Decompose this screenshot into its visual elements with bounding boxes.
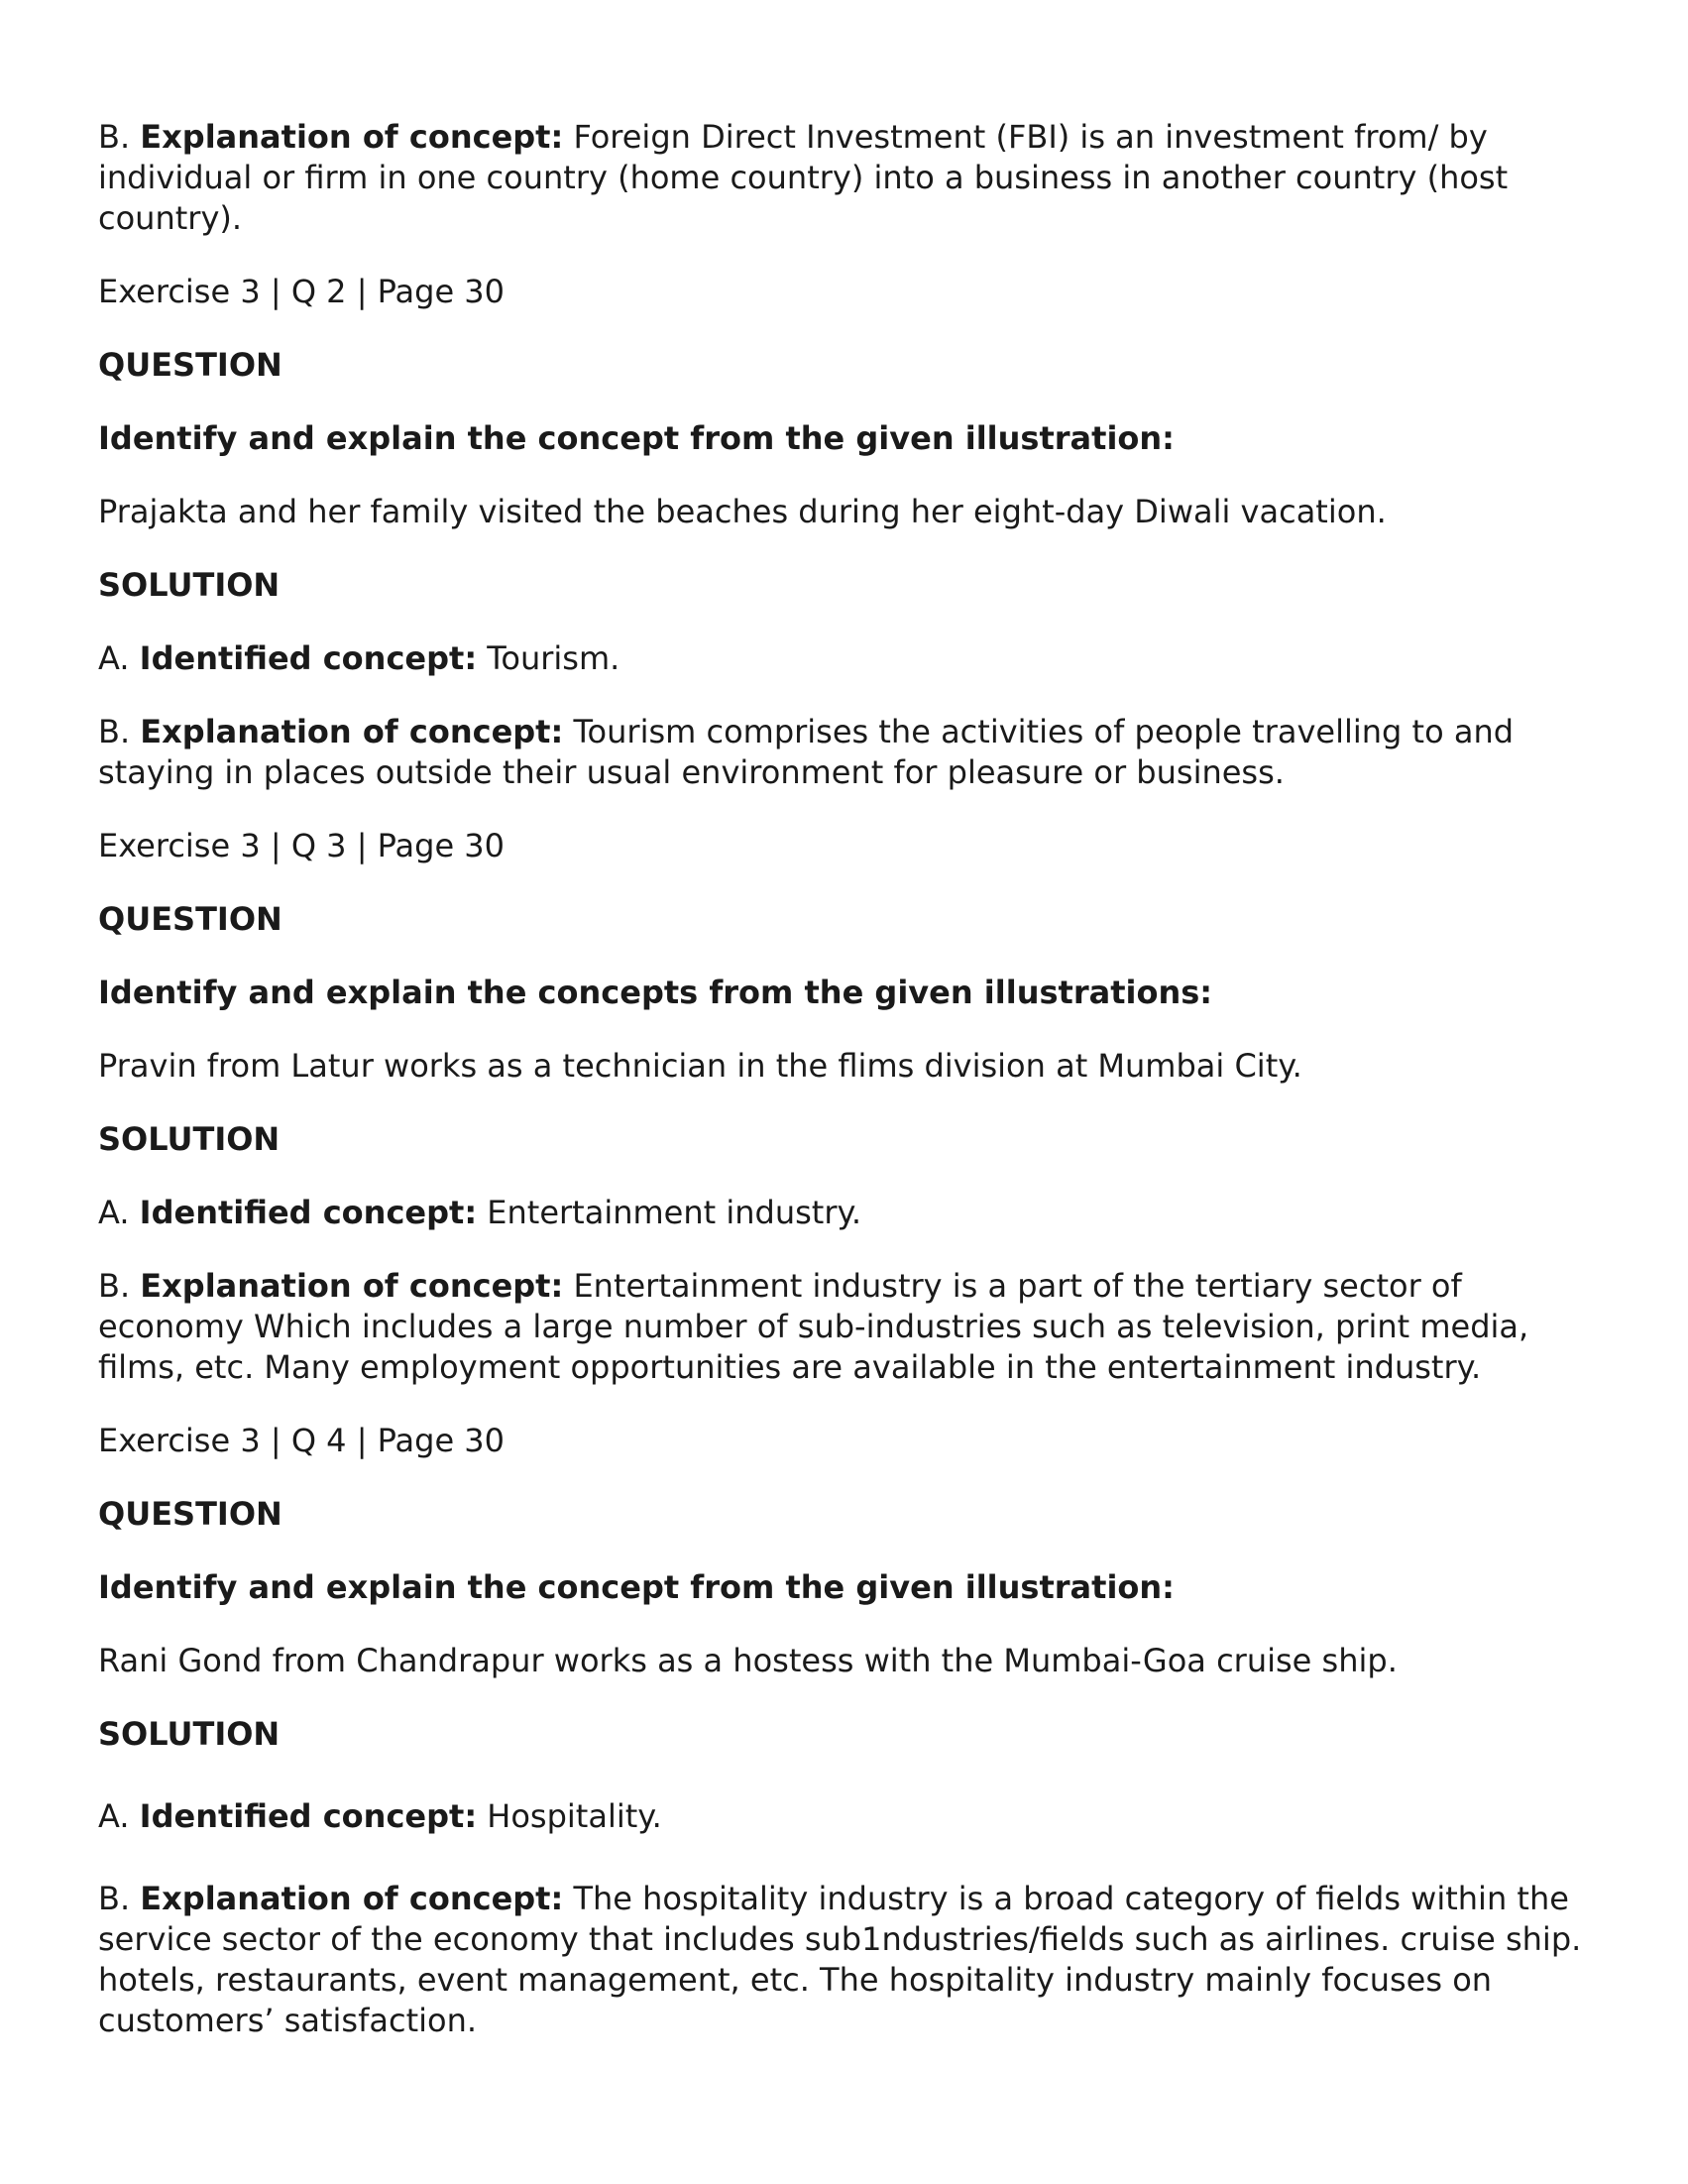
question-prompt: Identify and explain the concept from the given illustration: [98, 419, 1175, 457]
question-heading: QUESTION [98, 346, 282, 384]
item-prefix: B. [98, 713, 141, 750]
item-label: Identified concept: [139, 639, 478, 677]
item-label: Explanation of concept: [140, 713, 564, 750]
item-text: Foreign Direct Investment (FBI) is an investment from/ by individual or firm in one country (home country) into a business in another country (host country). [98, 118, 1509, 237]
illustration-text: Pravin from Latur works as a technician in the flims division at Mumbai City. [98, 1047, 1302, 1085]
identified-paragraph [98, 638, 1605, 679]
item-label: Explanation of concept: [140, 1880, 564, 1917]
item-text: The hospitality industry is a broad category of fields within the service sector of the economy that includes sub1ndustries/fields such as airlines. cruise ship. hotels, restaurants, event management, etc. The hospitality industry mainly focuses on customers’ satisfaction. [98, 1880, 1582, 2039]
explanation-paragraph [98, 1879, 1605, 2041]
item-text: Entertainment industry. [477, 1194, 862, 1231]
item-prefix: A. [98, 1797, 140, 1835]
solution-heading: SOLUTION [98, 566, 281, 604]
question-heading: QUESTION [98, 900, 282, 938]
explanation-paragraph [98, 1266, 1605, 1388]
exercise-reference: Exercise 3 | Q 3 | Page 30 [98, 827, 506, 864]
item-prefix: B. [98, 1880, 141, 1917]
identified-paragraph [98, 1193, 1605, 1233]
item-prefix: A. [98, 1194, 140, 1231]
item-text: Tourism. [477, 639, 620, 677]
solution-heading: SOLUTION [98, 1120, 281, 1158]
exercise-reference: Exercise 3 | Q 4 | Page 30 [98, 1422, 506, 1459]
illustration-text: Rani Gond from Chandrapur works as a hostess with the Mumbai-Goa cruise ship. [98, 1642, 1398, 1679]
illustration-text: Prajakta and her family visited the beaches during her eight-day Diwali vacation. [98, 493, 1387, 530]
question-prompt: Identify and explain the concepts from the given illustrations: [98, 974, 1213, 1011]
item-text: Hospitality. [477, 1797, 662, 1835]
item-prefix: B. [98, 118, 141, 156]
item-label: Identified concept: [139, 1797, 478, 1835]
item-prefix: B. [98, 1267, 141, 1305]
explanation-paragraph [98, 712, 1605, 793]
explanation-paragraph [98, 117, 1605, 239]
item-label: Explanation of concept: [140, 118, 564, 156]
question-heading: QUESTION [98, 1495, 282, 1533]
exercise-reference: Exercise 3 | Q 2 | Page 30 [98, 273, 506, 310]
question-prompt: Identify and explain the concept from the given illustration: [98, 1568, 1175, 1606]
item-text: Entertainment industry is a part of the tertiary sector of economy Which includes a large number of sub-industries such as television, print media, films, etc. Many employment opportunities are available in the entertainment industry. [98, 1267, 1529, 1386]
solution-heading: SOLUTION [98, 1715, 281, 1753]
identified-paragraph [98, 1796, 1605, 1837]
item-prefix: A. [98, 639, 140, 677]
item-text: Tourism comprises the activities of people travelling to and staying in places outside their usual environment for pleasure or business. [98, 713, 1515, 791]
item-label: Explanation of concept: [140, 1267, 564, 1305]
document-page [98, 117, 1605, 2041]
item-label: Identified concept: [139, 1194, 478, 1231]
